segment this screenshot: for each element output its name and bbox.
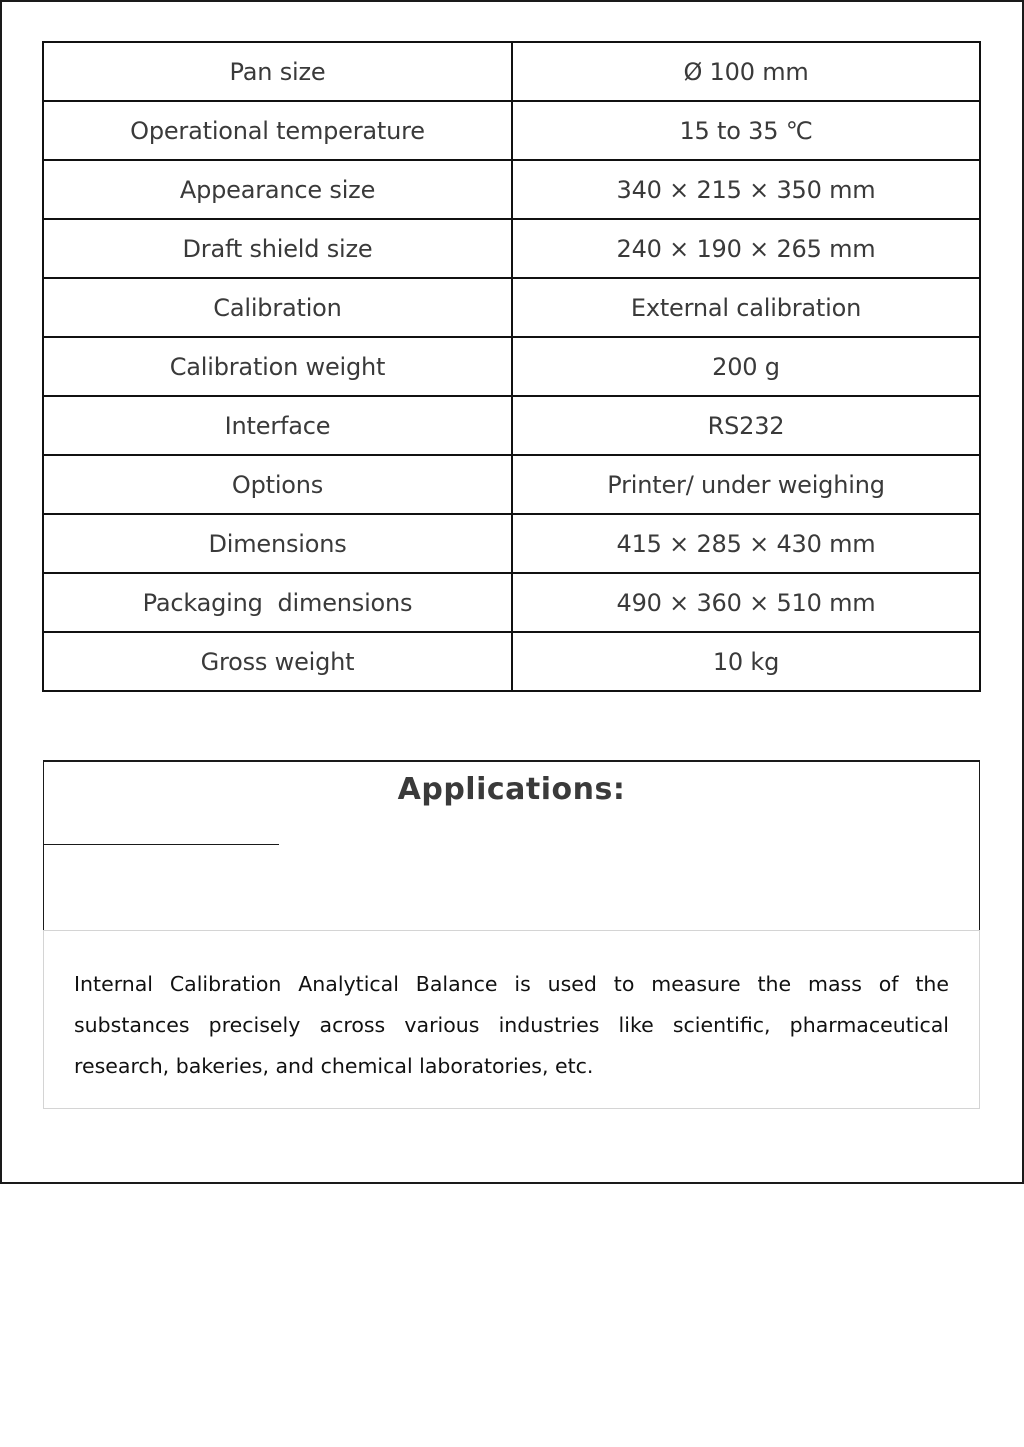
table-row — [43, 573, 980, 632]
applications-title: Applications: — [397, 772, 626, 807]
table-row — [43, 632, 980, 691]
applications-header-box — [43, 760, 980, 930]
spec-value: 10 kg — [512, 632, 980, 691]
table-row — [43, 160, 980, 219]
spec-value: 240 × 190 × 265 mm — [512, 219, 980, 278]
table-row — [43, 101, 980, 160]
spec-value: 340 × 215 × 350 mm — [512, 160, 980, 219]
spec-label: Gross weight — [43, 632, 512, 691]
spec-label: Pan size — [43, 42, 512, 101]
spec-label: Packaging dimensions — [43, 573, 512, 632]
table-row — [43, 278, 980, 337]
table-row — [43, 337, 980, 396]
spec-value: Printer/ under weighing — [512, 455, 980, 514]
table-row — [43, 455, 980, 514]
table-row — [43, 514, 980, 573]
spec-value: Ø 100 mm — [512, 42, 980, 101]
table-row — [43, 396, 980, 455]
spec-value: 415 × 285 × 430 mm — [512, 514, 980, 573]
spec-value: 200 g — [512, 337, 980, 396]
spec-value: 15 to 35 ℃ — [512, 101, 980, 160]
spec-label: Dimensions — [43, 514, 512, 573]
spec-table — [42, 41, 981, 692]
spec-value: External calibration — [512, 278, 980, 337]
spec-label: Appearance size — [43, 160, 512, 219]
spec-label: Options — [43, 455, 512, 514]
table-row — [43, 42, 980, 101]
divider — [44, 844, 279, 845]
spec-label: Operational temperature — [43, 101, 512, 160]
spec-label: Calibration — [43, 278, 512, 337]
spec-value: RS232 — [512, 396, 980, 455]
applications-description-box — [43, 930, 980, 1109]
spec-label: Calibration weight — [43, 337, 512, 396]
table-row — [43, 219, 980, 278]
spec-label: Interface — [43, 396, 512, 455]
applications-description: Internal Calibration Analytical Balance is used to measure the mass of the substances precisely across various industries like scientific, pharmaceutical research, bakeries, and chemical laboratories, etc. — [74, 972, 949, 1078]
spec-label: Draft shield size — [43, 219, 512, 278]
spec-value: 490 × 360 × 510 mm — [512, 573, 980, 632]
